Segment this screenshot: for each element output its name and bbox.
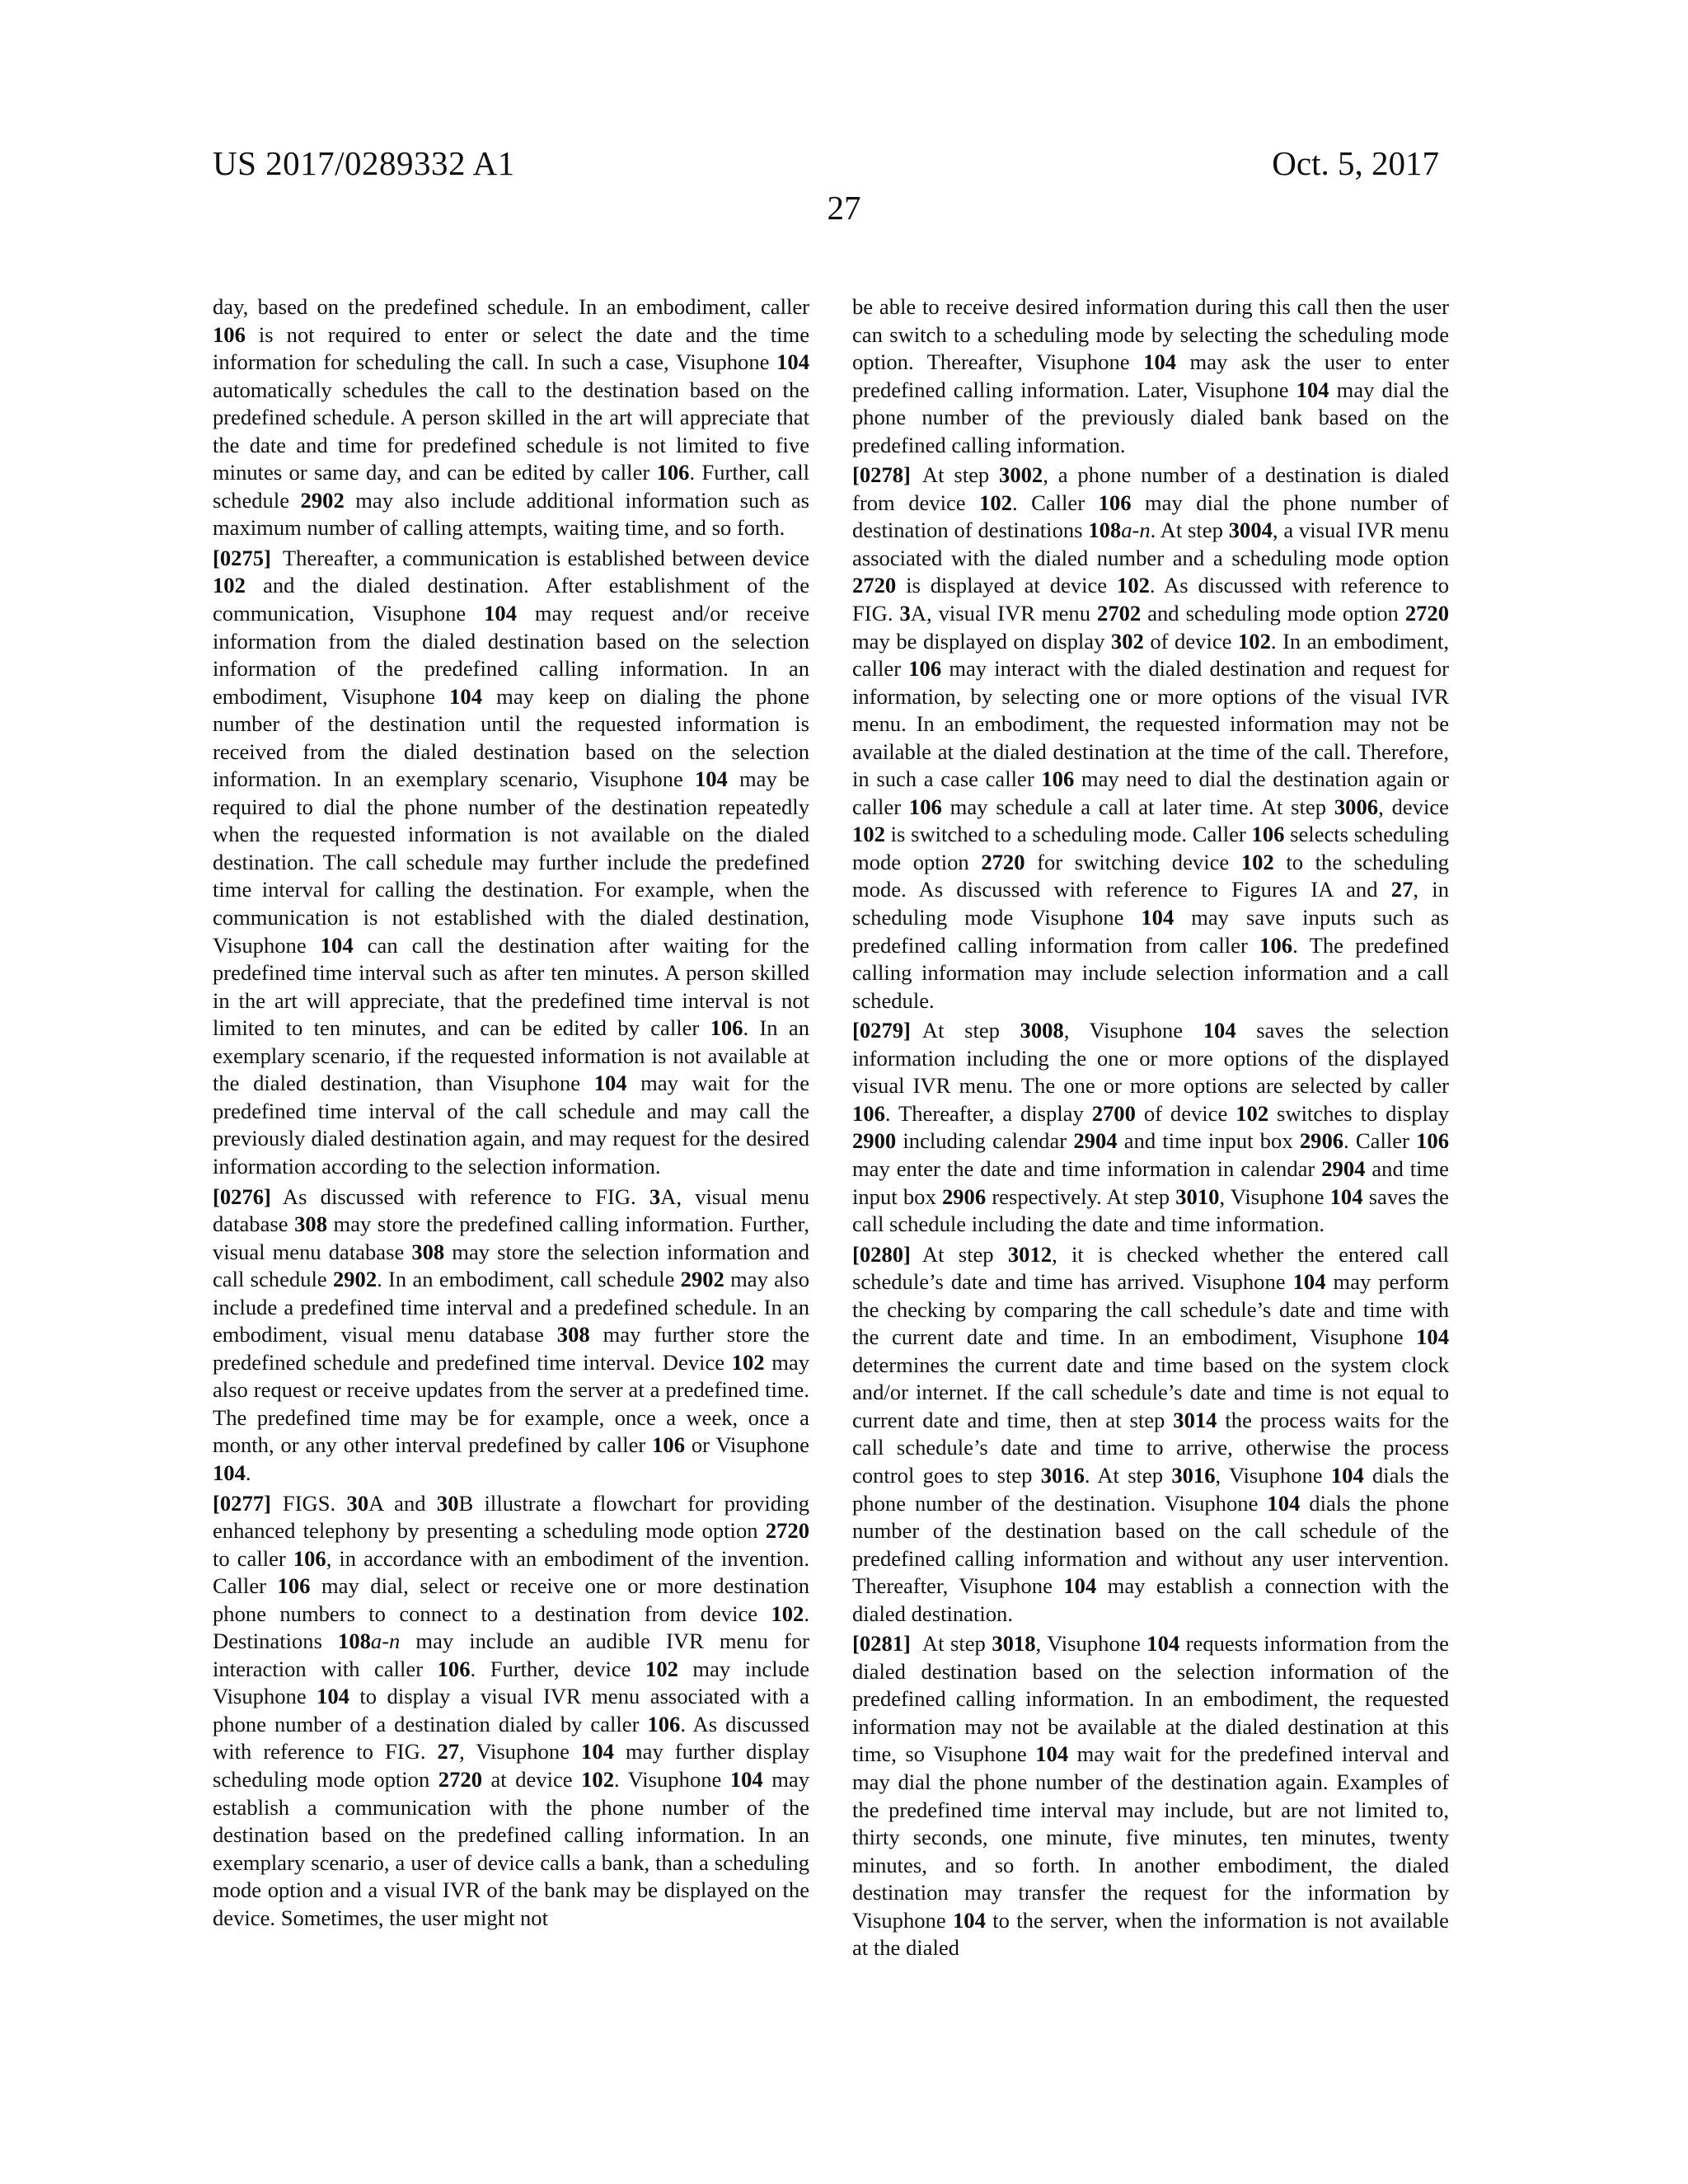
paragraph-number: [0281] <box>852 1631 911 1657</box>
paragraph <box>213 293 809 542</box>
paragraph <box>213 545 809 1181</box>
paragraph <box>213 1183 809 1488</box>
paragraph <box>852 1630 1449 1962</box>
left-column <box>213 293 809 1934</box>
page-number: 27 <box>827 189 861 227</box>
paragraph-number: [0276] <box>213 1183 271 1209</box>
paragraph <box>852 462 1449 1015</box>
paragraph <box>852 1241 1449 1629</box>
paragraph <box>852 293 1449 459</box>
publication-number: US 2017/0289332 A1 <box>213 144 515 182</box>
paragraph-text: At step 3012, it is checked whether the entered call schedule’s date and time has arrived. Visuphone 104 may perform the checking by comparing the call schedule’s date and time with the current date and time. In an embodiment, Visuphone 104 determines the current date and time based on the system clock and/or internet. If the call schedule’s date and time is not equal to current date and time, then at step 3014 the process waits for the call schedule’s date and time to arrive, otherwise the process control goes to step 3016. At step 3016, Visuphone 104 dials the phone number of the destination. Visuphone 104 dials the phone number of the destination based on the call schedule of the predefined calling information and without any user intervention. Thereafter, Visuphone 104 may establish a connection with the dialed destination. <box>852 1241 1450 1626</box>
paragraph-text: Thereafter, a communication is established between device 102 and the dialed destination. After establishment of the communication, Visuphone 104 may request and/or receive information from the dialed destination based on the selection information of the predefined calling information. In an embodiment, Visuphone 104 may keep on dialing the phone number of the destination until the requested information is received from the dialed destination based on the selection information. In an exemplary scenario, Visuphone 104 may be required to dial the phone number of the destination repeatedly when the requested information is not available on the dialed destination. The call schedule may further include the predefined time interval for calling the destination. For example, when the communication is not established with the dialed destination, Visuphone 104 can call the destination after waiting for the predefined time interval such as after ten minutes. A person skilled in the art will appreciate, that the predefined time interval is not limited to ten minutes, and can be edited by caller 106. In an exemplary scenario, if the requested information is not available at the dialed destination, than Visuphone 104 may wait for the predefined time interval of the call schedule and may call the previously dialed destination again, and may request for the desired information according to the selection information. <box>213 545 810 1179</box>
paragraph-text: be able to receive desired information during this call then the user can switch to a scheduling mode by selecting the scheduling mode option. Thereafter, Visuphone 104 may ask the user to enter predefined calling information. Later, Visuphone 104 may dial the phone number of the previously dialed bank based on the predefined calling information. <box>852 294 1450 457</box>
paragraph-number: [0279] <box>852 1018 911 1043</box>
paragraph-number: [0280] <box>852 1241 911 1267</box>
right-column <box>852 293 1449 1965</box>
paragraph-text: At step 3018, Visuphone 104 requests information from the dialed destination based on the selection information of the predefined calling information. In an embodiment, the requested information may not be available at the dialed destination at this time, so Visuphone 104 may wait for the predefined interval and may dial the phone number of the destination again. Examples of the predefined time interval may include, but are not limited to, thirty seconds, one minute, five minutes, ten minutes, twenty minutes, and so forth. In another embodiment, the dialed destination may transfer the request for the information by Visuphone 104 to the server, when the information is not available at the dialed <box>852 1631 1449 1961</box>
paragraph-number: [0275] <box>213 545 271 570</box>
publication-date: Oct. 5, 2017 <box>1272 144 1439 182</box>
paragraph-text: day, based on the predefined schedule. In an embodiment, caller 106 is not required to enter or select the date and the time information for scheduling the call. In such a case, Visuphone 104 automatically schedules the call to the destination based on the predefined schedule. A person skilled in the art will appreciate that the date and time for predefined schedule is not limited to five minutes or same day, and can be edited by caller 106. Further, call schedule 2902 may also include additional information such as maximum number of calling attempts, waiting time, and so forth. <box>213 294 810 541</box>
paragraph <box>852 1017 1449 1238</box>
paragraph <box>213 1490 809 1933</box>
paragraph-text: At step 3008, Visuphone 104 saves the selection information including the one or more options of the displayed visual IVR menu. The one or more options are selected by caller 106. Thereafter, a display 2700 of device 102 switches to display 2900 including calendar 2904 and time input box 2906. Caller 106 may enter the date and time information in calendar 2904 and time input box 2906 respectively. At step 3010, Visuphone 104 saves the call schedule including the date and time information. <box>852 1018 1450 1237</box>
paragraph-text: FIGS. 30A and 30B illustrate a flowchart for providing enhanced telephony by presenting a scheduling mode option 2720 to caller 106, in accordance with an embodiment of the invention. Caller 106 may dial, select or receive one or more destination phone numbers to connect to a destination from device 102. Destinations 108a-n may include an audible IVR menu for interaction with caller 106. Further, device 102 may include Visuphone 104 to display a visual IVR menu associated with a phone number of a destination dialed by caller 106. As discussed with reference to FIG. 27, Visuphone 104 may further display scheduling mode option 2720 at device 102. Visuphone 104 may establish a communication with the phone number of the destination based on the predefined calling information. In an exemplary scenario, a user of device calls a bank, than a scheduling mode option and a visual IVR of the bank may be displayed on the device. Sometimes, the user might not <box>213 1490 810 1930</box>
paragraph-number: [0278] <box>852 462 911 488</box>
paragraph-number: [0277] <box>213 1490 271 1516</box>
paragraph-text: As discussed with reference to FIG. 3A, visual menu database 308 may store the predefined calling information. Further, visual menu database 308 may store the selection information and call schedule 2902. In an embodiment, call schedule 2902 may also include a predefined time interval and a predefined schedule. In an embodiment, visual menu database 308 may further store the predefined schedule and predefined time interval. Device 102 may also request or receive updates from the server at a predefined time. The predefined time may be for example, once a week, once a month, or any other interval predefined by caller 106 or Visuphone 104. <box>213 1183 810 1485</box>
paragraph-text: At step 3002, a phone number of a destination is dialed from device 102. Caller 106 may dial the phone number of destination of destinations 108a-n. At step 3004, a visual IVR menu associated with the dialed number and a scheduling mode option 2720 is displayed at device 102. As discussed with reference to FIG. 3A, visual IVR menu 2702 and scheduling mode option 2720 may be displayed on display 302 of device 102. In an embodiment, caller 106 may interact with the dialed destination and request for information, by selecting one or more options of the visual IVR menu. In an embodiment, the requested information may not be available at the dialed destination at the time of the call. Therefore, in such a case caller 106 may need to dial the destination again or caller 106 may schedule a call at later time. At step 3006, device 102 is switched to a scheduling mode. Caller 106 selects scheduling mode option 2720 for switching device 102 to the scheduling mode. As discussed with reference to Figures IA and 27, in scheduling mode Visuphone 104 may save inputs such as predefined calling information from caller 106. The predefined calling information may include selection information and a call schedule. <box>852 462 1449 1013</box>
